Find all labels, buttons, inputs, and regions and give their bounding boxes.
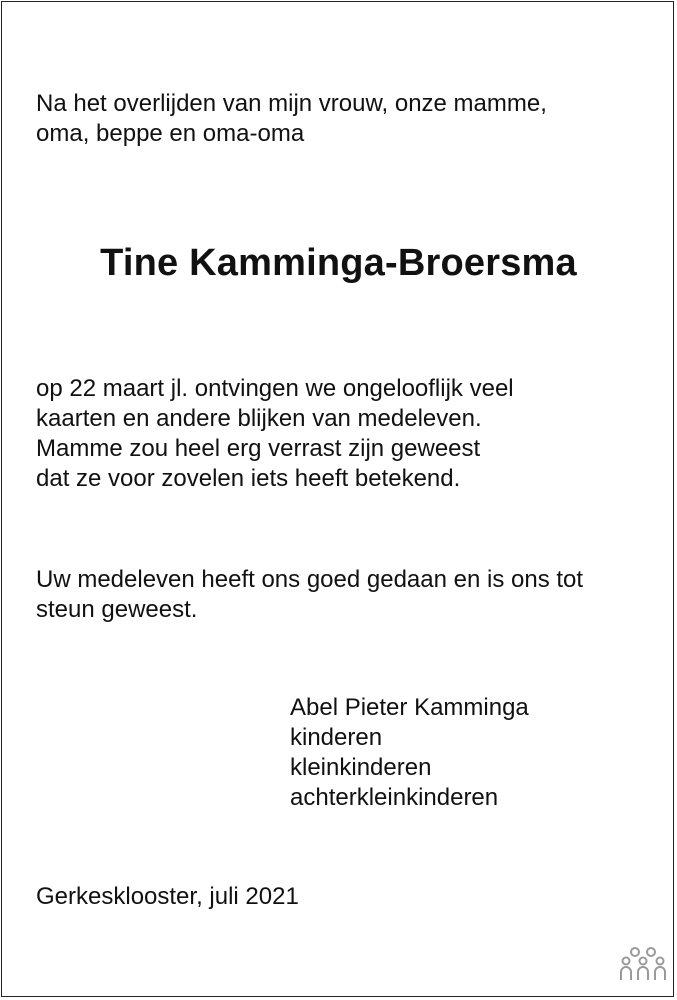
message-line: dat ze voor zovelen iets heeft betekend. xyxy=(36,465,461,492)
intro-line: oma, beppe en oma-oma xyxy=(36,120,305,147)
deceased-name: Tine Kamminga-Broersma xyxy=(100,242,577,284)
message-line: kaarten en andere blijken van medeleven. xyxy=(36,405,482,432)
support-message xyxy=(36,565,583,625)
thank-you-message xyxy=(36,374,514,494)
support-line: steun geweest. xyxy=(36,596,198,623)
support-line: Uw medeleven heeft ons goed gedaan en is ons tot xyxy=(36,566,584,593)
signer-line: Abel Pieter Kamminga xyxy=(290,694,529,721)
signer-line: kinderen xyxy=(290,724,383,751)
message-line: Mamme zou heel erg verrast zijn geweest xyxy=(36,435,481,462)
people-group-icon xyxy=(619,946,667,986)
obituary-card xyxy=(1,1,674,997)
intro-line: Na het overlijden van mijn vrouw, onze mamme, xyxy=(36,90,547,117)
place-date: Gerkesklooster, juli 2021 xyxy=(36,883,299,910)
signers-list xyxy=(290,693,529,813)
message-line: op 22 maart jl. ontvingen we ongelooflijk veel xyxy=(36,375,514,402)
signer-line: kleinkinderen xyxy=(290,754,432,781)
signer-line: achterkleinkinderen xyxy=(290,784,499,811)
intro-text xyxy=(36,89,547,149)
